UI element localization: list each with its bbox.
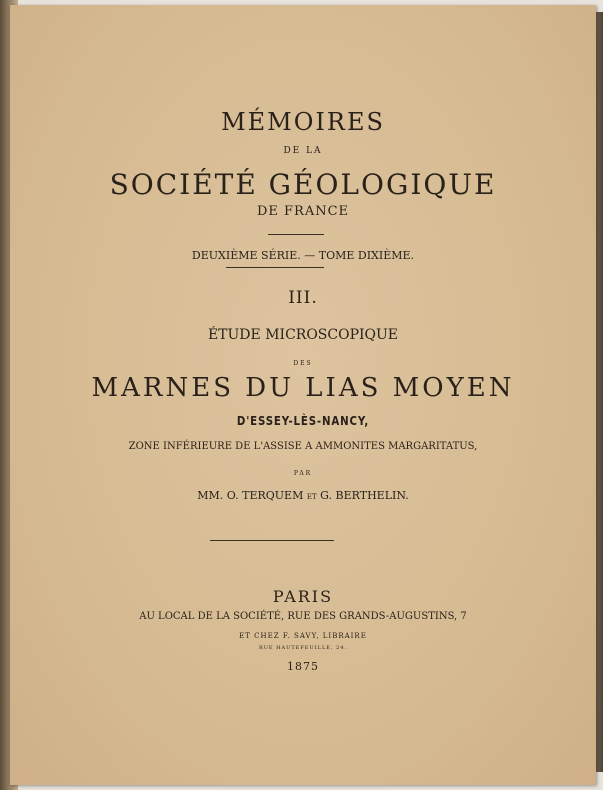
divider-short xyxy=(268,234,324,235)
work-locality: D'ESSEY-LÈS-NANCY, xyxy=(236,414,370,428)
divider-series xyxy=(226,267,324,268)
imprint-year: 1875 xyxy=(287,660,319,673)
work-main-title: MARNES DU LIAS MOYEN xyxy=(91,373,515,403)
work-des: DES xyxy=(293,360,313,367)
work-zone: ZONE INFÉRIEURE DE L'ASSISE A AMMONITES MARGARITATUS, xyxy=(128,441,478,452)
imprint-savy: ET CHEZ F. SAVY, LIBRAIRE xyxy=(239,632,367,640)
title-page xyxy=(10,5,596,785)
imprint-local: AU LOCAL DE LA SOCIÉTÉ, RUE DES GRANDS-AUGUSTINS, 7 xyxy=(139,611,467,622)
divider-imprint xyxy=(210,540,334,541)
work-par: PAR xyxy=(293,470,313,477)
title-de-la: DE LA xyxy=(283,146,323,156)
title-societe: SOCIÉTÉ GÉOLOGIQUE xyxy=(109,168,497,201)
title-memoires: MÉMOIRES xyxy=(221,108,385,136)
work-heading: ÉTUDE MICROSCOPIQUE xyxy=(207,327,399,343)
work-authors xyxy=(10,489,596,502)
imprint-city: PARIS xyxy=(272,587,334,606)
imprint-rue: RUE HAUTEFEUILLE, 24. xyxy=(258,645,348,651)
author-1: MM. O. TERQUEM xyxy=(197,489,304,502)
series-line: DEUXIÈME SÉRIE. — TOME DIXIÈME. xyxy=(191,249,415,262)
author-2: G. BERTHELIN. xyxy=(320,489,409,502)
author-et: ET xyxy=(306,493,317,501)
title-de-france: DE FRANCE xyxy=(256,204,350,219)
work-number: III. xyxy=(288,288,318,308)
